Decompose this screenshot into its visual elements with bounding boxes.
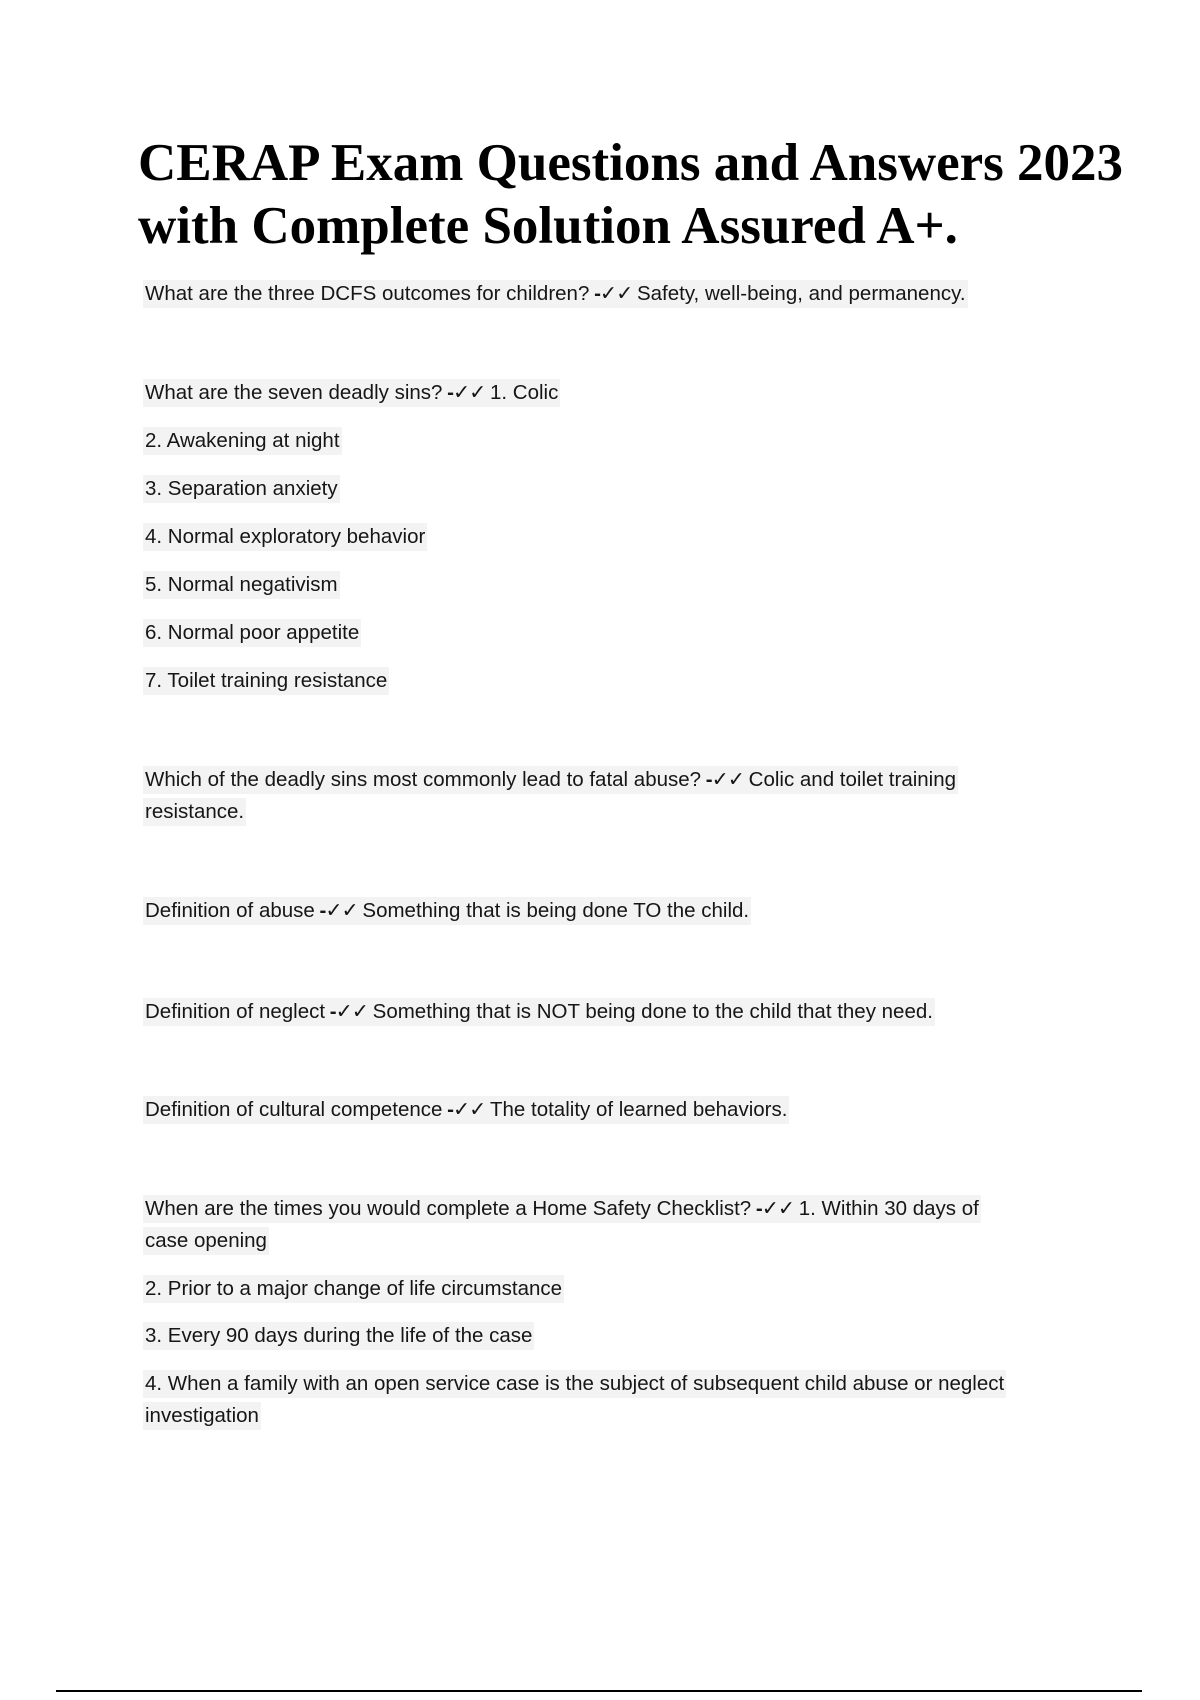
answer-text: The totality of learned behaviors. [490, 1098, 788, 1121]
question-text: Definition of abuse [145, 899, 315, 922]
check-marks-icon: -✓✓ [442, 1098, 490, 1121]
question-text: When are the times you would complete a Home Safety Checklist? [145, 1197, 752, 1220]
question-text: Definition of neglect [145, 1000, 326, 1023]
check-marks-icon: -✓✓ [314, 899, 363, 922]
question-text: What are the three DCFS outcomes for children? [145, 282, 590, 305]
check-marks-icon: -✓✓ [751, 1197, 799, 1220]
title-line-1: CERAP Exam Questions and Answers 2023 [138, 134, 1124, 192]
title-line-2: with Complete Solution Assured A+. [138, 197, 958, 255]
qa-item-2 [143, 377, 560, 409]
qa-item-3 [143, 764, 958, 796]
answer-continuation: case opening [143, 1225, 269, 1257]
list-item: 3. Every 90 days during the life of the case [143, 1320, 534, 1352]
question-text: Definition of cultural competence [145, 1098, 443, 1121]
list-item: 7. Toilet training resistance [143, 665, 389, 697]
answer-text: 1. Within 30 days of [798, 1197, 979, 1220]
answer-continuation: resistance. [143, 796, 246, 828]
document-title [138, 132, 1188, 258]
check-marks-icon: -✓✓ [589, 282, 637, 305]
list-item: 4. When a family with an open service case is the subject of subsequent child abuse or neglect [143, 1368, 1006, 1400]
list-item-continuation: investigation [143, 1400, 261, 1432]
list-item: 3. Separation anxiety [143, 473, 340, 505]
answer-text: 1. Colic [490, 381, 559, 404]
answer-text: Colic and toilet training [748, 768, 957, 791]
footer-divider [56, 1690, 1142, 1692]
question-text: Which of the deadly sins most commonly lead to fatal abuse? [145, 768, 702, 791]
qa-item-5 [143, 996, 935, 1028]
qa-item-4 [143, 895, 751, 927]
answer-text: Safety, well-being, and permanency. [636, 282, 966, 305]
qa-item-1 [143, 278, 968, 310]
answer-text: Something that is NOT being done to the child that they need. [372, 1000, 933, 1023]
check-marks-icon: -✓✓ [442, 381, 490, 404]
check-marks-icon: -✓✓ [701, 768, 749, 791]
answer-text: Something that is being done TO the child. [362, 899, 750, 922]
list-item: 2. Prior to a major change of life circumstance [143, 1273, 564, 1305]
list-item: 2. Awakening at night [143, 425, 342, 457]
qa-item-6 [143, 1094, 789, 1126]
list-item: 6. Normal poor appetite [143, 617, 361, 649]
list-item: 5. Normal negativism [143, 569, 340, 601]
qa-item-7 [143, 1193, 981, 1225]
check-marks-icon: -✓✓ [325, 1000, 373, 1023]
question-text: What are the seven deadly sins? [145, 381, 443, 404]
list-item: 4. Normal exploratory behavior [143, 521, 427, 553]
